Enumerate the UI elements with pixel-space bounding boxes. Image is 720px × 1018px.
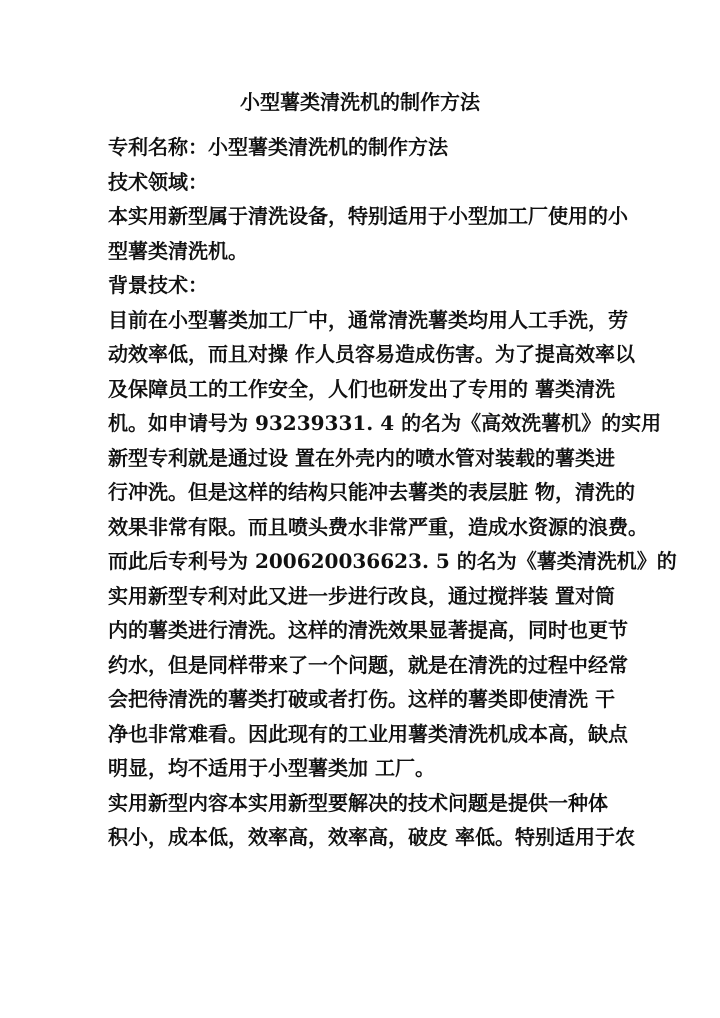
utility-model-content-paragraph: [108, 786, 635, 855]
text-line: 明显，均不适用于小型薯类加 工厂。: [108, 756, 435, 780]
text-line: 约水，但是同样带来了一个问题，就是在清洗的过程中经常: [108, 652, 628, 677]
text-line: 背景技术：: [108, 273, 208, 297]
technical-field-heading: [108, 165, 616, 200]
text-line: 内的薯类进行清洗。这样的清洗效果显著提高，同时也更节: [108, 618, 628, 642]
technical-field-paragraph: [108, 199, 628, 268]
text-line: 新型专利就是通过设 置在外壳内的喷水管对装载的薯类进: [108, 445, 615, 470]
text-line: 机。如申请号为 93239331. 4 的名为《高效洗薯机》的实用: [108, 411, 662, 435]
text-line: 目前在小型薯类加工厂中，通常清洗薯类均用人工手洗，劳: [108, 307, 628, 332]
text-line: 会把待清洗的薯类打破或者打伤。这样的薯类即使清洗 干: [108, 687, 615, 711]
text-line: 行冲洗。但是这样的结构只能冲去薯类的表层脏 物，清洗的: [108, 480, 635, 504]
text-line: 积小，成本低，效率高，效率高，破皮 率低。特别适用于农: [108, 825, 635, 849]
text-line: 而此后专利号为 200620036623. 5 的名为《薯类清洗机》的: [108, 549, 677, 573]
text-line: 型薯类清洗机。: [108, 238, 248, 263]
text-line: 动效率低，而且对操 作人员容易造成伤害。为了提高效率以: [108, 342, 635, 366]
document-body: [108, 130, 677, 855]
text-line: 技术领域：: [108, 169, 208, 194]
document-title: 小型薯类清洗机的制作方法: [240, 90, 480, 114]
text-line: 实用新型内容本实用新型要解决的技术问题是提供一种体: [108, 790, 608, 815]
patent-name-paragraph: [108, 130, 616, 165]
text-line: 及保障员工的工作安全，人们也研发出了专用的 薯类清洗: [108, 376, 615, 401]
text-line: 效果非常有限。而且喷头费水非常严重，造成水资源的浪费。: [108, 514, 648, 539]
text-line: 本实用新型属于清洗设备，特别适用于小型加工厂使用的小: [108, 204, 628, 228]
background-heading: [108, 268, 616, 303]
text-line: 专利名称：小型薯类清洗机的制作方法: [108, 135, 448, 159]
text-line: 实用新型专利对此又进一步进行改良，通过搅拌装 置对筒: [108, 583, 615, 608]
text-line: 净也非常难看。因此现有的工业用薯类清洗机成本高，缺点: [108, 721, 628, 746]
background-paragraph: [108, 303, 677, 786]
